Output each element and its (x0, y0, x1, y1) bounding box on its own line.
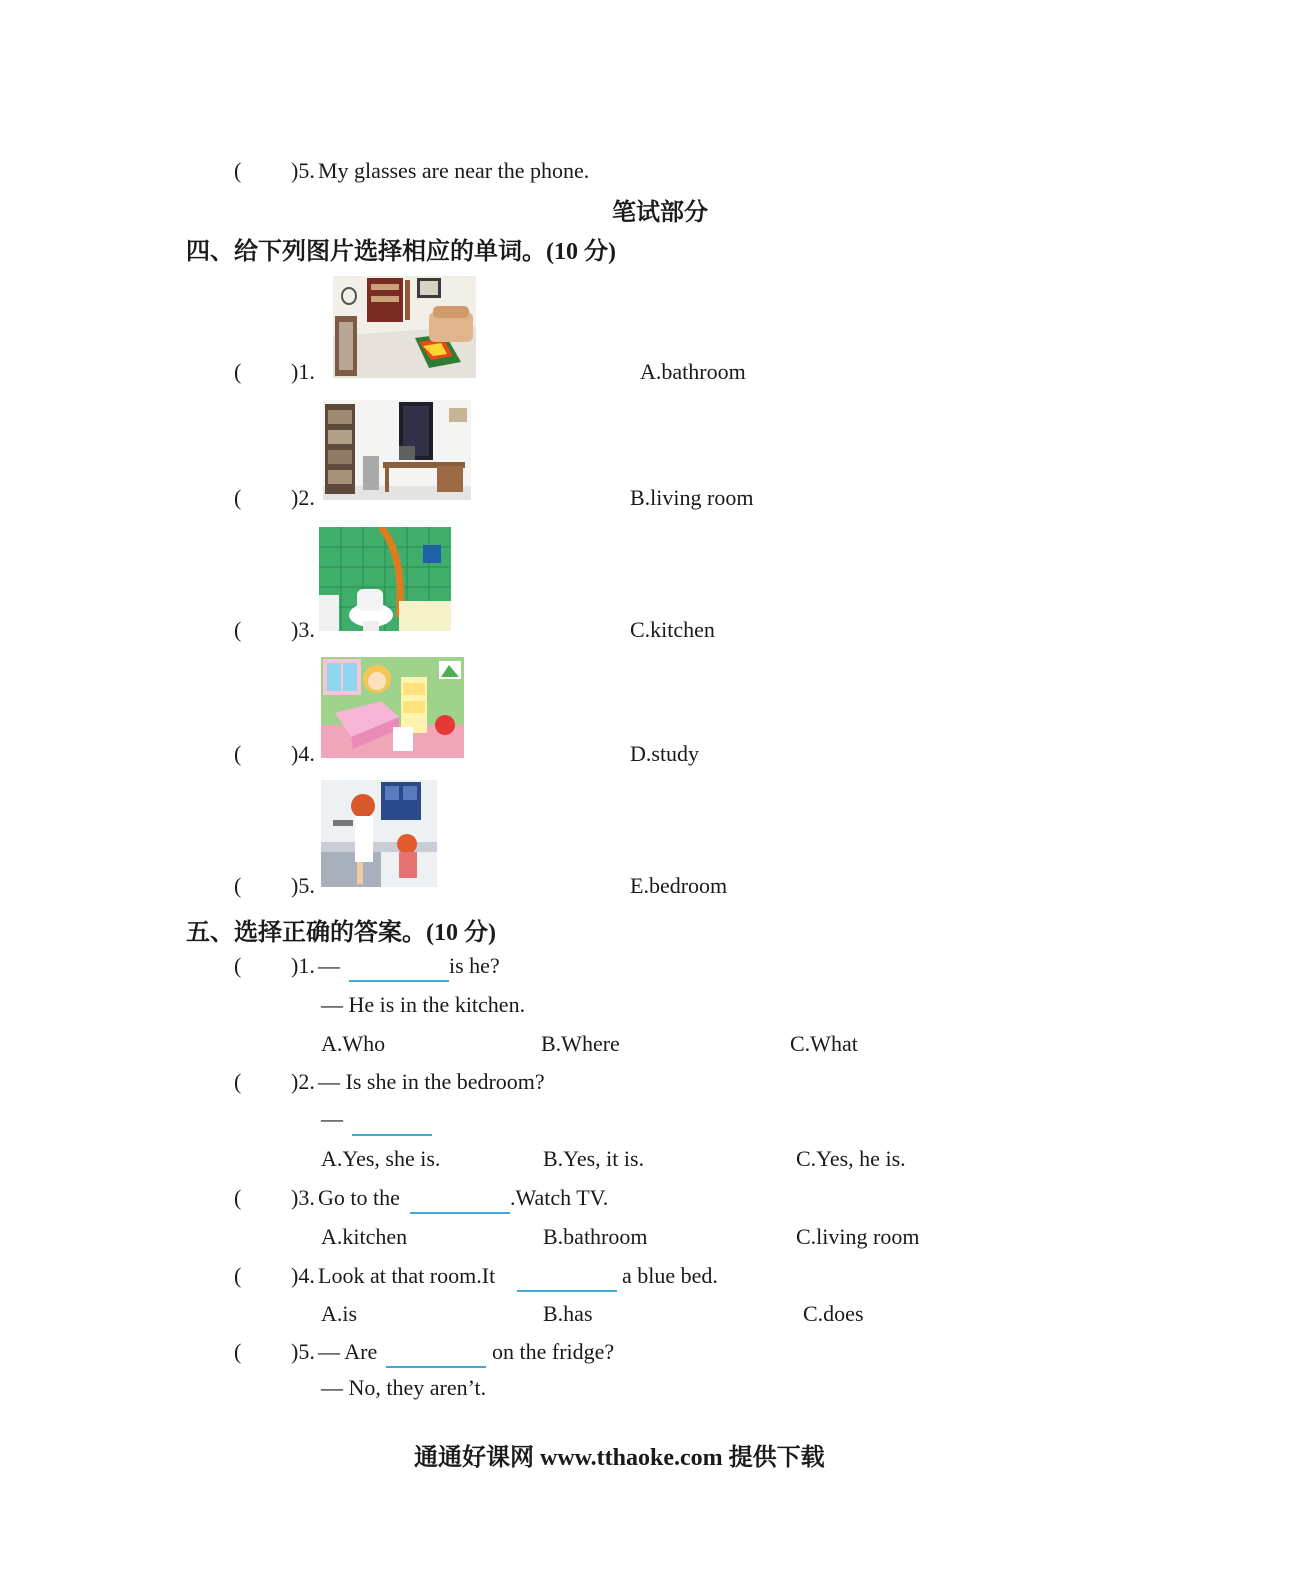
s5-q4-option-b: B.has (543, 1301, 593, 1326)
s5-q2-text: — Is she in the bedroom? (318, 1069, 545, 1094)
s5-q1-option-a: A.Who (321, 1031, 386, 1056)
kitchen-picture (321, 780, 437, 887)
s4-item2-num: )2. (291, 485, 315, 510)
s5-q2-option-b: B.Yes, it is. (543, 1146, 645, 1171)
s5-q1-num: )1. (291, 953, 315, 978)
s5-q1-reply: — He is in the kitchen. (321, 992, 526, 1017)
s5-q4-after: a blue bed. (622, 1263, 718, 1288)
s4-option-a: A.bathroom (640, 359, 746, 384)
s5-q4-num: )4. (291, 1263, 315, 1288)
s4-item1-num: )1. (291, 359, 315, 384)
paren-open: ( (234, 873, 242, 898)
footer-download-note: 通通好课网 www.tthaoke.com 提供下载 (414, 1445, 825, 1471)
s5-q1-after: is he? (449, 953, 500, 978)
s4-option-d: D.study (630, 741, 700, 766)
study-picture (323, 400, 471, 500)
s5-q3-option-b: B.bathroom (543, 1224, 648, 1249)
s5-q2-dash: — (321, 1106, 343, 1131)
s5-q1-option-c: C.What (790, 1031, 858, 1056)
s5-q4-answer-blank[interactable] (517, 1268, 617, 1292)
paren-open: ( (234, 1339, 242, 1364)
s5-q3-option-a: A.kitchen (321, 1224, 408, 1249)
prev-item-text: My glasses are near the phone. (318, 158, 590, 183)
s5-q4-option-a: A.is (321, 1301, 358, 1326)
written-part-title: 笔试部分 (612, 200, 708, 226)
s5-q3-answer-blank[interactable] (410, 1190, 510, 1214)
s5-q3-num: )3. (291, 1185, 315, 1210)
s5-q5-answer-blank[interactable] (386, 1344, 486, 1368)
s5-q2-option-a: A.Yes, she is. (321, 1146, 441, 1171)
s5-q2-num: )2. (291, 1069, 315, 1094)
paren-open: ( (234, 1263, 242, 1288)
paren-open: ( (234, 359, 242, 384)
section4-title: 四、给下列图片选择相应的单词。(10 分) (186, 239, 616, 265)
bathroom-picture (319, 527, 451, 631)
paren-open: ( (234, 485, 242, 510)
s5-q3-after: .Watch TV. (510, 1185, 609, 1210)
paren-open: ( (234, 1185, 242, 1210)
paren-open: ( (234, 953, 242, 978)
s5-q1-answer-blank[interactable] (349, 958, 449, 982)
s5-q3-before: Go to the (318, 1185, 400, 1210)
paren-open: ( (234, 1069, 242, 1094)
living-room-picture (333, 276, 476, 378)
s5-q1-dash: — (318, 953, 340, 978)
s5-q1-option-b: B.Where (541, 1031, 620, 1056)
s4-option-e: E.bedroom (630, 873, 728, 898)
section5-title: 五、选择正确的答案。(10 分) (186, 920, 496, 946)
s4-item5-num: )5. (291, 873, 315, 898)
bedroom-picture (321, 657, 464, 758)
s5-q5-after: on the fridge? (492, 1339, 615, 1364)
s4-item4-num: )4. (291, 741, 315, 766)
s5-q2-answer-blank[interactable] (352, 1112, 432, 1136)
s4-option-c: C.kitchen (630, 617, 715, 642)
s5-q4-before: Look at that room.It (318, 1263, 496, 1288)
paren-open: ( (234, 741, 242, 766)
s5-q3-option-c: C.living room (796, 1224, 920, 1249)
s5-q5-before: — Are (318, 1339, 378, 1364)
s5-q5-reply: — No, they aren’t. (321, 1375, 487, 1400)
s4-option-b: B.living room (630, 485, 754, 510)
prev-item-num: )5. (291, 158, 315, 183)
paren-open: ( (234, 158, 242, 183)
paren-open: ( (234, 617, 242, 642)
s5-q2-option-c: C.Yes, he is. (796, 1146, 906, 1171)
s5-q5-num: )5. (291, 1339, 315, 1364)
s4-item3-num: )3. (291, 617, 315, 642)
s5-q4-option-c: C.does (803, 1301, 864, 1326)
